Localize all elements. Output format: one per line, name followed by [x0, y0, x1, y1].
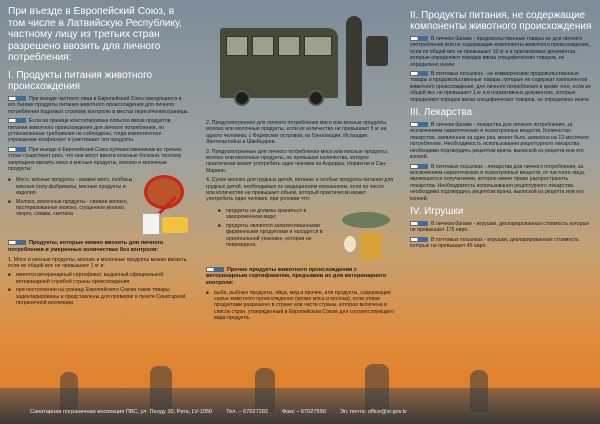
section-1-title: I. Продукты питания животного происхождения	[8, 69, 153, 92]
paragraph: В почтовых посылках - игрушки, декларированная стоимость которых не превышает 45 евро.	[410, 236, 579, 250]
prohibited-icon	[144, 175, 184, 209]
paragraph: В личном багаже - игрушки, декларированная стоимость которых не превышает 175 евро.	[410, 220, 589, 234]
list-item: ■ при поступлении на границу Европейского Союза такие товары задекларированы и представлены для проверки в пункте Санитарной пограничной инспекции	[8, 287, 190, 306]
contact-line	[30, 409, 580, 415]
section-2-title: II. Продукты питания, не содержащие компоненты животного происхождения	[410, 10, 592, 32]
list-item: ■ продукты являются запатентованными фирменными продуктами и находятся в оригинальной упаковке, которая не повреждена.	[218, 223, 340, 249]
person-silhouette-icon	[365, 364, 389, 412]
email: Эл. почта: office@sr.gov.lv	[339, 409, 407, 415]
baby-food-block	[206, 206, 394, 264]
highlight-other-products: Прочие продукты животного происхождения с ветеринарным сертификатом, предъявив их для ветеринарного контроля:	[206, 266, 387, 287]
flag-icon	[8, 118, 26, 123]
conditions-list	[8, 272, 190, 306]
baby-food-conditions	[206, 208, 340, 261]
flag-icon	[410, 36, 428, 41]
section-4-title: IV. Игрушки	[410, 205, 464, 217]
person-silhouette-icon	[60, 372, 78, 412]
honey-jar-icon	[360, 232, 382, 260]
paragraph: 4. Сухое молоко для грудных детей, питание и особые продукты питания для грудных детей, необходимые по медицинским показаниям, если их число или количество не превышает объем, который практически может употребить один человек, при условии что:	[206, 177, 394, 203]
paragraph: При въезде частного лица в Европейский Союз находящиеся в его багаже продукты питания животного происхождения для личного потребления подлежат строгому контролю в местах пересечения границы.	[8, 95, 189, 115]
footer	[0, 388, 600, 424]
cheese-icon	[162, 217, 188, 233]
suitcase-icon	[366, 36, 388, 66]
paragraph: В почтовых посылках - лекарства для личного потребления, за исключением наркотических и психотропных веществ, от частного лица, являющегося получателем, которое имеет право распространять лекарства. Необходимость использования рецептурного лекарства необходимо подтвердить рецептом врача, выпиской из рецепта или его копией.	[410, 163, 586, 202]
flag-icon	[410, 221, 428, 226]
section-3-title: III. Лекарства	[410, 107, 473, 119]
list-item: ■ рыба, рыбные продукты, яйца, мед и прочее, или продукты, содержащие сырье животного происхождения (кроме мяса и молока), если этими продуктами разрешено в стране или части страны, которая включена в список стран, утвержденный в Европейском Союзе для соответствующего вида продукта.	[206, 290, 394, 322]
milk-carton-icon	[142, 213, 160, 235]
forbidden-list	[8, 177, 138, 234]
other-products-list	[206, 290, 394, 322]
paragraph: Если на границе констатирована попытка ввоза продуктов питания животного происхождения для личного потребления, но установленные требования не соблюдены, тогда компетентное учреждение конфискует и уничтожает эти продукты.	[8, 118, 171, 144]
fax: Факс – 67027590	[282, 409, 326, 415]
flag-icon	[410, 237, 428, 242]
column-1	[0, 0, 198, 388]
flag-icon	[410, 71, 428, 76]
phone: Тел. – 67027282	[226, 409, 269, 415]
intro-text: При въезде в Европейский Союз, в том числе в Латвийскую Республику, частному лицу из третьих стран разрешено ввозить для личного потребления:	[8, 6, 182, 64]
list-item: ■ продукты не должны храниться в замороженном виде;	[218, 208, 340, 221]
paragraph: 1. Мясо и мясные продукты, молоко и молочные продукты можно ввозить, если их общий вес не превышает 1 кг и:	[8, 256, 188, 270]
list-item: ■ имеется ветеринарный сертификат, выданный официальной ветеринарной службой страны происхождения	[8, 272, 190, 285]
flag-icon	[8, 96, 26, 101]
list-item: ■ Молоко, молочные продукты - свежее молоко, пастеризованное молоко, сгущенное молоко, творог, сливки, сметана	[8, 199, 138, 218]
egg-icon	[344, 236, 356, 252]
other-food-illustration	[342, 206, 394, 264]
paragraph: В личном багаже - продовольственные товары не для личного употребления или не содержащие компоненты животного происхождения, если их общий вес не превышает 10 кг и в прилагаемых документах, которые определяют порядок ввоза специфических товаров, не определено иначе.	[410, 36, 590, 68]
paragraph: В личном багаже - лекарства для личного потребления, за исключением наркотических и психотропных веществ. Количество лекарства, заявленное за один раз, может быть заявлено на 12-месячное потребление. Необходимость использования рецептурного лекарства необходимо подтвердить рецептом врача, выпиской из рецепта или его копией.	[410, 122, 590, 161]
highlight-allowed: Продукты, которые можно ввозить для личного потребления в умеренных количествах без контроля:	[8, 240, 164, 254]
bus-illustration	[206, 6, 394, 116]
column-3	[402, 0, 600, 388]
flag-icon	[8, 240, 26, 245]
column-2	[200, 0, 400, 388]
person-silhouette-icon	[470, 370, 488, 412]
flag-icon	[8, 147, 26, 152]
list-item: ■ Мясо, мясные продукты - свежее мясо, колбасы, мясные полу-фабрикаты, мясные продукты и изделия	[8, 177, 138, 196]
traveler-silhouette-icon	[346, 16, 362, 106]
flag-icon	[206, 267, 224, 272]
forbidden-food-illustration	[140, 175, 190, 237]
paragraph: При въезде в Европейский Союз путешественникам из третьих стран существует риск, что они могут ввезти опасные болезни, поэтому запрещено ввозить мясо и мясные продукты, молоко и молочные продукты:	[8, 146, 182, 173]
bus-icon	[220, 28, 338, 98]
paragraph: 3. Предусмотренные для личного потребления мясо или мясные продукты, молоко или молочные продукты, не превышая количества, которое практически может употребить один человек из Андорры, Норвегии и Сан-Марино.	[206, 148, 389, 174]
flag-icon	[410, 164, 428, 169]
fish-icon	[342, 212, 390, 228]
person-silhouette-icon	[150, 366, 172, 412]
person-silhouette-icon	[255, 368, 275, 412]
paragraph: 2. Предусмотренное для личного потребления мясо или мясные продукты, молоко или молочные продукты, если их количество не превышает 5 кг на одного человека, с Фарерских островов, из Гренландии, Исландии, Лихтенштейна и Швейцарии.	[206, 120, 388, 146]
meat-dairy-block	[8, 175, 190, 237]
paragraph: В почтовых посылках - не коммерческие продовольственные товары и продовольственные товары, которые не содержат компонентов животного происхождения, для личного потребления и кроме того, если их общий вес не превышает 1 кг и в нормативных документах, которые определяют порядок ввоза специфических товаров, не определено иначе.	[410, 71, 591, 103]
org-address: Санитарная пограничная инспекция ПВС, ул. Пелду 30, Рига, LV-1050	[30, 409, 213, 415]
flag-icon	[410, 122, 428, 127]
